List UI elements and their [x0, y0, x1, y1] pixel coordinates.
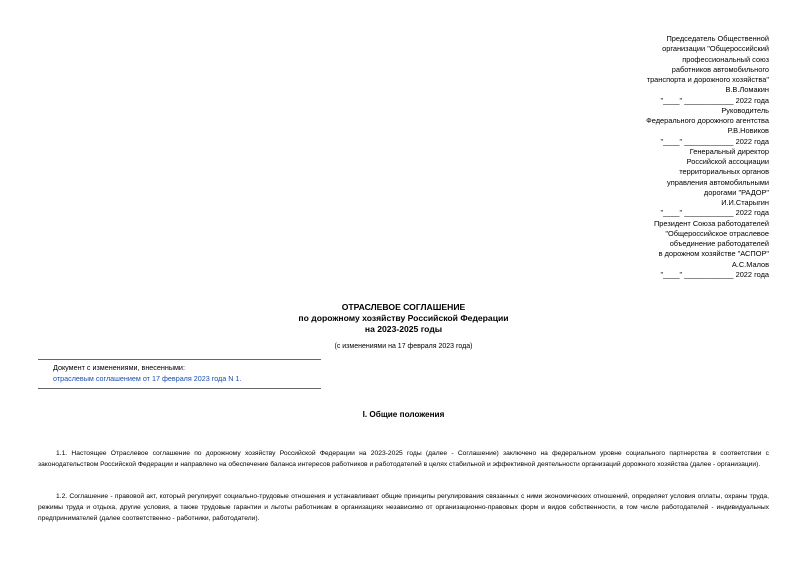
title-line-1: ОТРАСЛЕВОЕ СОГЛАШЕНИЕ [341, 302, 466, 312]
approval-line: Федерального дорожного агентства [646, 116, 769, 125]
approval-line: Российской ассоциации [686, 157, 769, 166]
title-line-3: на 2023-2025 годы [364, 324, 443, 334]
approval-line: Председатель Общественной [666, 34, 769, 43]
approval-date: "____" ____________ 2022 года [660, 136, 769, 146]
approval-line: транспорта и дорожного хозяйства" [646, 75, 769, 84]
document-title [0, 302, 807, 335]
approval-line: Президент Союза работодателей [653, 218, 769, 228]
section-heading: I. Общие положения [362, 410, 445, 419]
approval-name: В.В.Ломакин [725, 85, 769, 95]
approval-line: "Общероссийское отраслевое [665, 228, 769, 238]
approval-name: Р.В.Новиков [727, 126, 769, 136]
approval-date: "____" ____________ 2022 года [660, 208, 769, 218]
paragraph-1-1: 1.1. Настоящее Отраслевое соглашение по дорожному хозяйству Российской Федерации на 2023-2025 годы (далее - Соглашение) заключено на федеральном уровне социального партнерства в соответствии с законодательством Российской Федерации и направлено на обеспечение баланса интересов работников и работодателей в целях стабильной и эффективной деятельности организаций дорожного хозяйства (далее - организации). [38, 450, 769, 468]
title-line-2: по дорожному хозяйству Российской Федерации [298, 313, 509, 323]
approval-line: профессиональный союз [682, 54, 769, 64]
approval-line: в дорожном хозяйстве "АСПОР" [658, 249, 769, 259]
approval-line: работников автомобильного [671, 64, 769, 74]
changes-link[interactable]: отраслевым соглашением от 17 февраля 2023 года N 1. [53, 374, 242, 383]
changes-label: Документ с изменениями, внесенными: [53, 363, 185, 372]
approval-date: "____" ____________ 2022 года [660, 269, 769, 279]
approval-line: организации "Общероссийский [662, 44, 769, 54]
approval-line: территориальных органов [679, 167, 769, 177]
approval-name: И.И.Старыгин [721, 198, 769, 207]
changes-box [38, 359, 321, 389]
approval-signatures [549, 34, 769, 280]
approval-date: "____" ____________ 2022 года [660, 95, 769, 105]
approval-line: Генеральный директор [689, 146, 769, 156]
approval-line: дорогами "РАДОР" [703, 187, 769, 197]
approval-name: А.С.Малов [731, 259, 769, 269]
approval-line: управления автомобильными [667, 177, 769, 187]
approval-line: объединение работодателей [669, 239, 769, 248]
revision-note: (с изменениями на 17 февраля 2023 года) [334, 343, 473, 350]
paragraph-1-2: 1.2. Соглашение - правовой акт, который регулирует социально-трудовые отношения и устанавливает общие принципы регулирования связанных с ними экономических отношений, определяет условия оплаты, охраны труда, режимы труда и отдыха, другие условия, а также трудовые гарантии и льготы работникам в организациях независимо от организационно-правовых форм и видов собственности, в том числе работодателей - индивидуальных предпринимателей (далее соответственно - работники, работодатели). [38, 493, 769, 522]
approval-line: Руководитель [721, 105, 769, 115]
